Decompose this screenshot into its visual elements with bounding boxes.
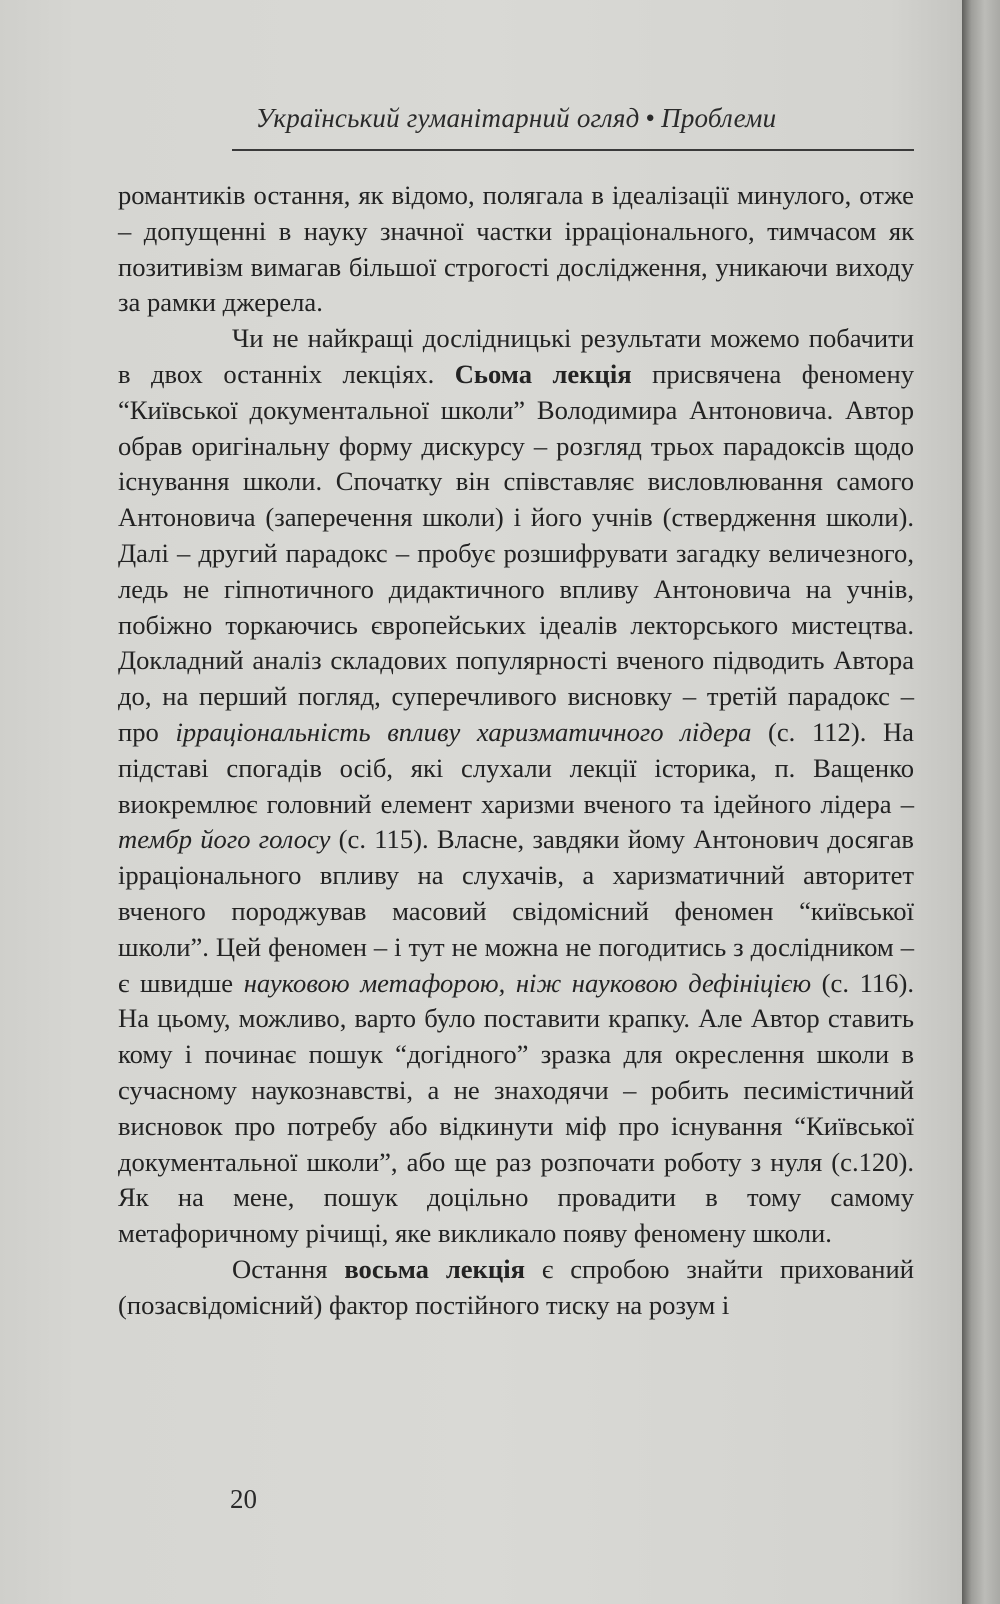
emphasis-charisma: ірраціональність впливу харизматичного лідера	[175, 716, 752, 747]
paragraph-text: романтиків остання, як відомо, полягала в ідеалізації минулого, отже – допущенні в науку значної частки ірраціонального, тимчасом як позитивізм вимагав більшої строгості дослідження, уникаючи виходу за рамки джерела.	[118, 180, 914, 318]
emphasis-metaphor: науковою метафорою, ніж науковою дефініцією	[243, 967, 812, 998]
lecture-eight-heading: восьма лекція	[344, 1253, 525, 1284]
paragraph-3	[118, 1252, 914, 1324]
header-rule	[232, 149, 914, 151]
paragraph-text: (с. 116). На цьому, можливо, варто було поставити крапку. Але Автор ставить кому і починає пошук “догідного” зразка для окреслення школи в сучасному наукознавстві, а не знаходячи – робить песимістичний висновок про потребу або відкинути міф про існування “Київської документальної школи”, або ще раз розпочати роботу з нуля (с.120). Як на мене, пошук доцільно провадити в тому самому метафоричному річищі, яке викликало появу феномену школи.	[118, 967, 914, 1249]
section-title: Проблеми	[661, 103, 777, 133]
page-edge-shadow	[962, 0, 1000, 1604]
running-head	[118, 103, 914, 134]
paragraph-text: присвячена феномену “Київської документальної школи” Володимира Антоновича. Автор обрав оригінальну форму дискурсу – розгляд трьох парадоксів щодо існування школи. Спочатку він співставляє висловлювання самого Антоновича (заперечення школи) і його учнів (ствердження школи). Далі – другий парадокс – пробує розшифрувати загадку величезного, ледь не гіпнотичного дидактичного впливу Антоновича на учнів, побіжно торкаючись європейських ідеалів лекторського мистецтва. Докладний аналіз складових популярності вченого підводить Автора до, на перший погляд, суперечливого висновку – третій парадокс – про	[118, 358, 914, 747]
paragraph-text: є спробою знайти прихований (позасвідомісний) фактор постійного тиску на розум і	[118, 1253, 914, 1320]
paragraph-text: Чи не найкращі дослідницькі результати можемо побачити в двох останніх лекціях.	[118, 323, 914, 389]
head-separator: •	[645, 103, 656, 133]
paragraph-text: Остання	[232, 1253, 345, 1284]
paragraph-2	[118, 321, 914, 1252]
paragraph-1	[118, 178, 914, 321]
paragraph-text: (с. 112). На підставі спогадів осіб, які слухали лекції історика, п. Ващенко виокремлює головний елемент харизми вченого та ідейного лідера –	[118, 716, 914, 819]
page-number: 20	[230, 1484, 257, 1514]
journal-title: Український гуманітарний огляд	[255, 103, 640, 133]
body-text	[118, 178, 914, 1324]
lecture-seven-heading: Сьома лекція	[454, 358, 632, 389]
paragraph-text: (с. 115). Власне, завдяки йому Антонович досягав ірраціонального впливу на слухачів, а харизматичний авторитет вченого породжував масовий свідомісний феномен “київської школи”. Цей феномен – і тут не можна не погодитись з дослідником – є швидше	[118, 824, 914, 998]
emphasis-voice: тембр його голосу	[118, 824, 331, 855]
